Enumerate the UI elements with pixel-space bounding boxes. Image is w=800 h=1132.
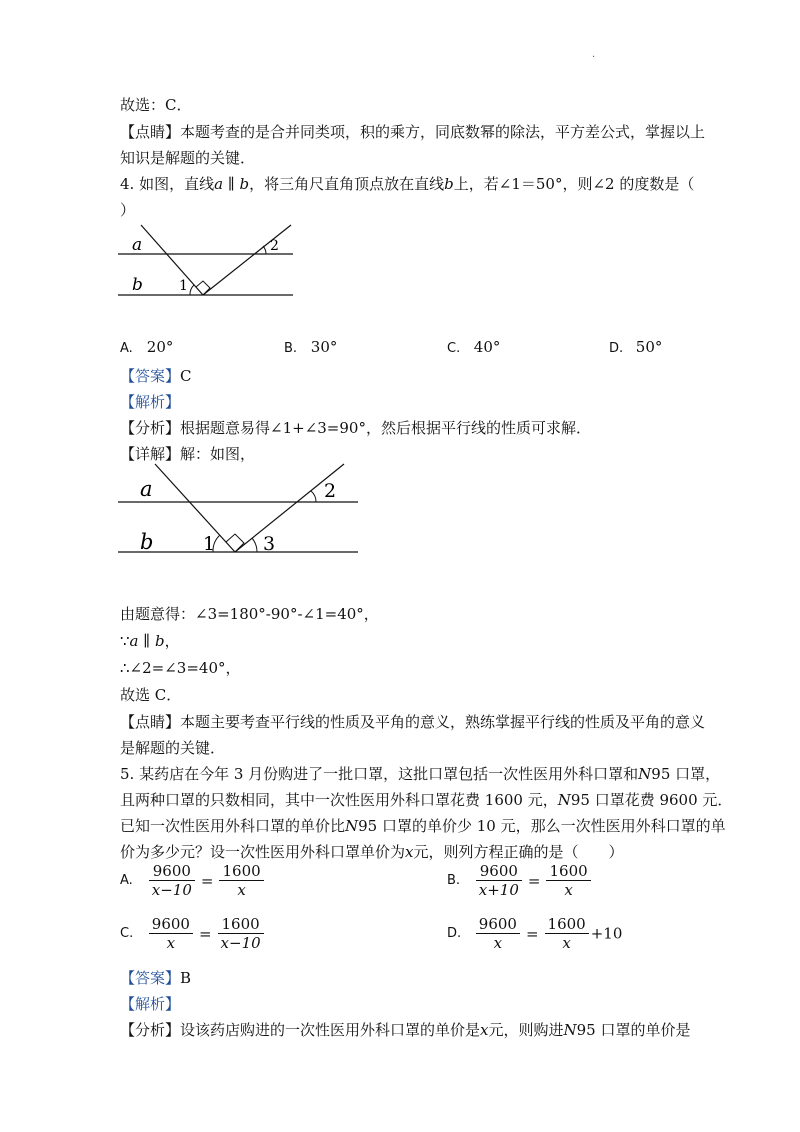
question-5-line-4 xyxy=(120,840,624,864)
text-line-answer-prev: 故选：C． xyxy=(120,96,192,114)
angle-3-arc xyxy=(252,538,257,552)
q5-analysis xyxy=(120,1018,691,1042)
figure-1-label-1: 1 xyxy=(179,278,188,294)
q5-var-n-2: N xyxy=(557,791,571,809)
q4-option-d-label: D. xyxy=(609,340,624,356)
question-4-close: ） xyxy=(120,201,136,219)
numerator: 1600 xyxy=(549,862,588,880)
q4-analysis-heading xyxy=(120,390,180,414)
q4-text-b: ，将三角尺直角顶点放在直线 xyxy=(249,175,445,193)
detail-text: 解：如图， xyxy=(180,445,256,463)
sol-parallel: ∥ xyxy=(138,632,155,650)
analysis-var-n: N xyxy=(563,1021,577,1039)
q5-option-a-label: A. xyxy=(120,873,133,888)
solution-line-4: 故选 C． xyxy=(120,686,182,704)
analysis-text-c: 元，则购进 xyxy=(488,1021,564,1039)
sol-comma: ， xyxy=(164,632,180,650)
tail: +10 xyxy=(590,924,623,943)
q5-text-4a: 价为多少元？设一次性医用外科口罩单价为 xyxy=(120,843,406,861)
q4-option-c[interactable] xyxy=(447,338,500,356)
detail-tag: 【详解】 xyxy=(120,445,181,463)
equals-sign: = xyxy=(527,871,541,890)
right-angle-mark xyxy=(226,534,244,552)
denominator: x xyxy=(493,934,503,952)
angle-2-arc xyxy=(263,246,266,254)
numerator: 9600 xyxy=(151,915,190,933)
note-tag: 【点睛】 xyxy=(120,123,181,141)
analysis-sub-tag: 【分析】 xyxy=(120,419,181,437)
fraction-left xyxy=(476,915,520,952)
ruler-right-edge xyxy=(203,225,291,295)
fraction-right xyxy=(218,915,264,952)
angle-1-arc xyxy=(190,285,194,295)
numerator: 1600 xyxy=(547,915,586,933)
q5-option-b-label: B. xyxy=(447,873,461,888)
figure-2-parallel-lines xyxy=(118,462,363,562)
q4-option-d[interactable] xyxy=(609,338,662,356)
figure-1-parallel-lines xyxy=(118,220,318,310)
numerator: 1600 xyxy=(222,862,261,880)
q5-var-n-1: N xyxy=(638,765,652,783)
question-5-line-2 xyxy=(120,788,732,812)
q5-option-c[interactable] xyxy=(120,915,266,952)
fraction-right xyxy=(219,862,263,899)
equals-sign: = xyxy=(525,924,539,943)
q4-option-a-value: 20° xyxy=(146,338,174,356)
analysis-text-e: 95 口罩的单价是 xyxy=(576,1021,691,1039)
angle-2-arc xyxy=(311,491,316,502)
corner-mark: · xyxy=(592,52,596,63)
numerator: 9600 xyxy=(152,862,191,880)
because-symbol: ∵ xyxy=(120,632,130,650)
q5-analysis-heading xyxy=(120,992,180,1016)
analysis-sub-tag: 【分析】 xyxy=(120,1021,181,1039)
q4-option-a[interactable] xyxy=(120,338,173,356)
answer-tag: 【答案】 xyxy=(120,969,181,987)
q5-text-2a: 且两种口罩的只数相同，其中一次性医用外科口罩花费 1600 元， xyxy=(120,791,558,809)
q5-text-1: 5. 某药店在今年 3 月份购进了一批口罩，这批口罩包括一次性医用外科口罩和 xyxy=(120,765,639,783)
q5-text-1c: 95 口罩， xyxy=(651,765,721,783)
analysis-text-a: 设该药店购进的一次性医用外科口罩的单价是 xyxy=(180,1021,481,1039)
text-line-note-prev-2: 知识是解题的关键． xyxy=(120,149,256,167)
analysis-tag: 【解析】 xyxy=(120,393,181,411)
fraction-left xyxy=(149,915,193,952)
denominator: x xyxy=(562,934,571,952)
numerator: 9600 xyxy=(479,862,518,880)
fraction-left xyxy=(149,862,195,899)
numerator: 1600 xyxy=(221,915,260,933)
q4-var-a: a xyxy=(214,175,224,193)
equals-sign: = xyxy=(198,924,212,943)
figure-1-label-2: 2 xyxy=(270,238,279,254)
figure-2-label-b: b xyxy=(140,530,154,554)
q5-answer xyxy=(120,966,191,990)
q4-option-a-label: A. xyxy=(120,340,133,356)
denominator: x+10 xyxy=(478,881,519,899)
figure-1-label-a: a xyxy=(132,235,143,255)
q4-text-c: 上，若∠1＝50°，则∠2 的度数是（ xyxy=(453,175,695,193)
q4-var-b: b xyxy=(239,175,250,193)
note-tag: 【点睛】 xyxy=(120,713,181,731)
q4-note-2: 是解题的关键． xyxy=(120,739,226,757)
denominator: x xyxy=(564,881,573,899)
q5-option-c-label: C. xyxy=(120,926,134,941)
fraction-right xyxy=(546,862,590,899)
question-5-line-1 xyxy=(120,762,720,786)
denominator: x−10 xyxy=(220,934,261,952)
denominator: x xyxy=(237,881,246,899)
note-text: 本题考查的是合并同类项，积的乘方，同底数幂的除法，平方差公式，掌握以上 xyxy=(180,123,706,141)
q4-analysis xyxy=(120,416,591,440)
q5-option-d-label: D. xyxy=(447,926,462,941)
sol-var-a: a xyxy=(129,632,139,650)
analysis-text: 根据题意易得∠1+∠3=90°，然后根据平行线的性质可求解． xyxy=(180,419,591,437)
analysis-var-x: x xyxy=(480,1021,489,1039)
question-5-line-3 xyxy=(120,814,726,838)
figure-2-label-3: 3 xyxy=(263,533,276,555)
numerator: 9600 xyxy=(478,915,517,933)
q5-var-n-3: N xyxy=(345,817,359,835)
note-text: 本题主要考查平行线的性质及平角的意义，熟练掌握平行线的性质及平角的意义 xyxy=(180,713,706,731)
fraction-right xyxy=(545,915,589,952)
q5-option-d[interactable] xyxy=(447,915,622,952)
q4-answer xyxy=(120,364,192,388)
q4-option-c-value: 40° xyxy=(473,338,501,356)
q5-option-a[interactable] xyxy=(120,862,266,899)
fraction-left xyxy=(476,862,522,899)
ruler-right-edge xyxy=(235,464,344,552)
right-angle-mark xyxy=(196,281,210,295)
ruler-left-edge xyxy=(141,225,203,295)
answer-value: B xyxy=(180,969,192,987)
figure-2-label-a: a xyxy=(140,477,153,501)
solution-line-3: ∴∠2=∠3=40°， xyxy=(120,659,241,677)
q4-option-c-label: C. xyxy=(447,340,461,356)
figure-1-label-b: b xyxy=(132,275,143,295)
q4-var-b2: b xyxy=(444,175,454,193)
figure-2-label-2: 2 xyxy=(324,480,337,502)
answer-value: C xyxy=(180,367,192,385)
q4-option-d-value: 50° xyxy=(635,338,663,356)
question-4-stem xyxy=(120,172,694,196)
denominator: x xyxy=(166,934,176,952)
sol-var-b: b xyxy=(154,632,165,650)
q5-text-3c: 95 口罩的单价少 10 元，那么一次性医用外科口罩的单 xyxy=(358,817,726,835)
q4-note xyxy=(120,710,705,734)
ruler-left-edge xyxy=(155,464,235,552)
figure-2-label-1: 1 xyxy=(203,533,216,555)
analysis-tag: 【解析】 xyxy=(120,995,181,1013)
q5-text-4c: 元，则列方程正确的是（ ） xyxy=(413,843,624,861)
q4-option-b-label: B. xyxy=(284,340,298,356)
q5-text-2c: 95 口罩花费 9600 元． xyxy=(570,791,733,809)
q5-text-3a: 已知一次性医用外科口罩的单价比 xyxy=(120,817,346,835)
q4-parallel: ∥ xyxy=(223,175,240,193)
q5-option-b[interactable] xyxy=(447,862,593,899)
solution-line-1: 由题意得：∠3=180°-90°-∠1=40°， xyxy=(120,605,379,623)
denominator: x−10 xyxy=(151,881,192,899)
q4-option-b-value: 30° xyxy=(310,338,338,356)
q4-option-b[interactable] xyxy=(284,338,337,356)
q4-text-a: 4. 如图，直线 xyxy=(120,175,215,193)
answer-tag: 【答案】 xyxy=(120,367,181,385)
solution-line-2 xyxy=(120,629,180,653)
equals-sign: = xyxy=(200,871,214,890)
q5-var-x: x xyxy=(405,843,414,861)
text-line-note-prev xyxy=(120,120,705,144)
